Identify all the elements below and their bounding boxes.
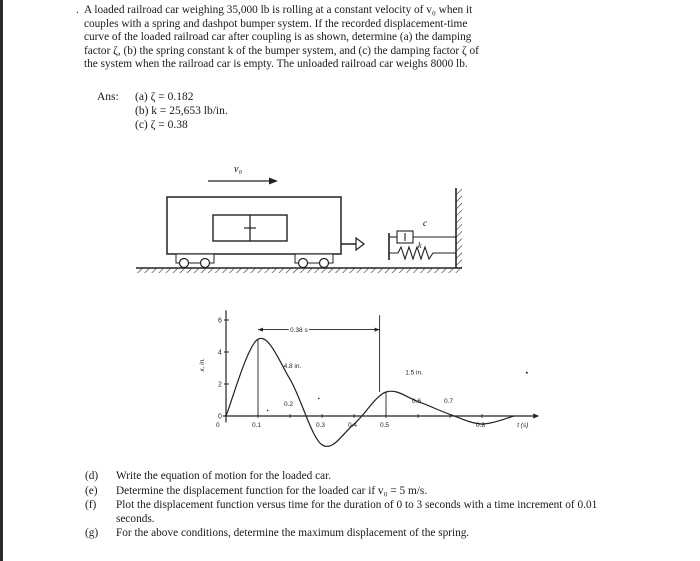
period-annotation: 0.38 s [290, 327, 308, 335]
wall [456, 188, 462, 268]
x-tick-label: 0 [216, 422, 220, 429]
question-label: (g) [85, 527, 99, 540]
marker-dot [267, 410, 269, 412]
answer-b: (b) k = 25,653 lb/in. [135, 105, 228, 117]
ground [136, 268, 462, 273]
car-wheels [176, 254, 333, 268]
question-item [85, 527, 615, 541]
problem-line: couples with a spring and dashpot bumper system. If the recorded displacement-time [84, 17, 468, 30]
problem-line: the system when the railroad car is empty. The unloaded railroad car weighs 8000 lb. [84, 58, 468, 71]
car-coupler [356, 238, 364, 250]
x-tick-label: 0.1 [252, 422, 262, 429]
problem-line: curve of the loaded railroad car after coupling is as shown, determine (a) the damping [84, 31, 472, 44]
period-arrow-right [375, 328, 380, 332]
question-text: Determine the displacement function for the loaded car if v₀ = 5 m/s. [116, 484, 428, 497]
displacement-curve [226, 338, 514, 446]
answer-c: (c) ζ = 0.38 [135, 119, 188, 131]
x-tick-label: 0.4 [348, 422, 358, 429]
x-tick-label: 0.7 [444, 398, 454, 405]
dashpot [397, 231, 413, 243]
car-door [213, 215, 287, 241]
questions-list [85, 470, 615, 542]
spring [389, 247, 456, 259]
y-tick-label: 4 [218, 349, 222, 357]
answers-label: Ans: [97, 91, 119, 103]
bumper-system [389, 231, 456, 260]
period-arrow-left [258, 328, 263, 332]
problem-bullet: . [76, 4, 79, 16]
answer-a: (a) ζ = 0.182 [135, 91, 194, 103]
marker-dot [318, 398, 320, 400]
x-axis-arrowhead [533, 414, 539, 419]
question-label: (d) [85, 470, 99, 482]
x-tick-label: 0.5 [380, 422, 390, 429]
question-label: (f) [85, 499, 97, 512]
question-item [85, 499, 615, 526]
y-axis-label: x, in. [199, 357, 206, 372]
peak2-annotation: 1.5 in. [405, 369, 423, 377]
marker-dot [526, 372, 528, 374]
problem-statement [76, 4, 604, 72]
left-edge-border [0, 0, 3, 561]
spring-label: k [418, 241, 422, 250]
y-tick-label: 0 [218, 413, 222, 421]
question-item [85, 485, 615, 499]
problem-line: A loaded railroad car weighing 35,000 lb is rolling at a constant velocity of v₀ when it [84, 4, 473, 16]
car-body [167, 197, 341, 254]
question-text: Plot the displacement function versus time for the duration of 0 to 3 seconds with a time increment of 0.01 seconds. [116, 499, 598, 525]
velocity-arrow [208, 178, 278, 185]
x-tick-label: 0.8 [476, 422, 486, 429]
problem-line: factor ζ, (b) the spring constant k of the bumper system, and (c) the damping factor ζ of [84, 44, 479, 57]
x-tick-label: 0.6 [412, 398, 422, 405]
x-tick-label: 0.2 [284, 401, 294, 408]
question-label: (e) [85, 484, 98, 497]
question-item [85, 470, 615, 484]
question-text: Write the equation of motion for the loaded car. [116, 470, 332, 482]
x-tick-label: 0.3 [316, 422, 326, 429]
damper-label: c [423, 218, 427, 228]
y-tick-label: 6 [218, 317, 222, 325]
x-axis-label: t (s) [517, 422, 529, 429]
velocity-label: v₀ [234, 164, 242, 175]
y-tick-label: 2 [218, 381, 222, 389]
peak1-annotation: 4.8 in. [283, 363, 302, 370]
question-text: For the above conditions, determine the maximum displacement of the spring. [116, 527, 470, 540]
